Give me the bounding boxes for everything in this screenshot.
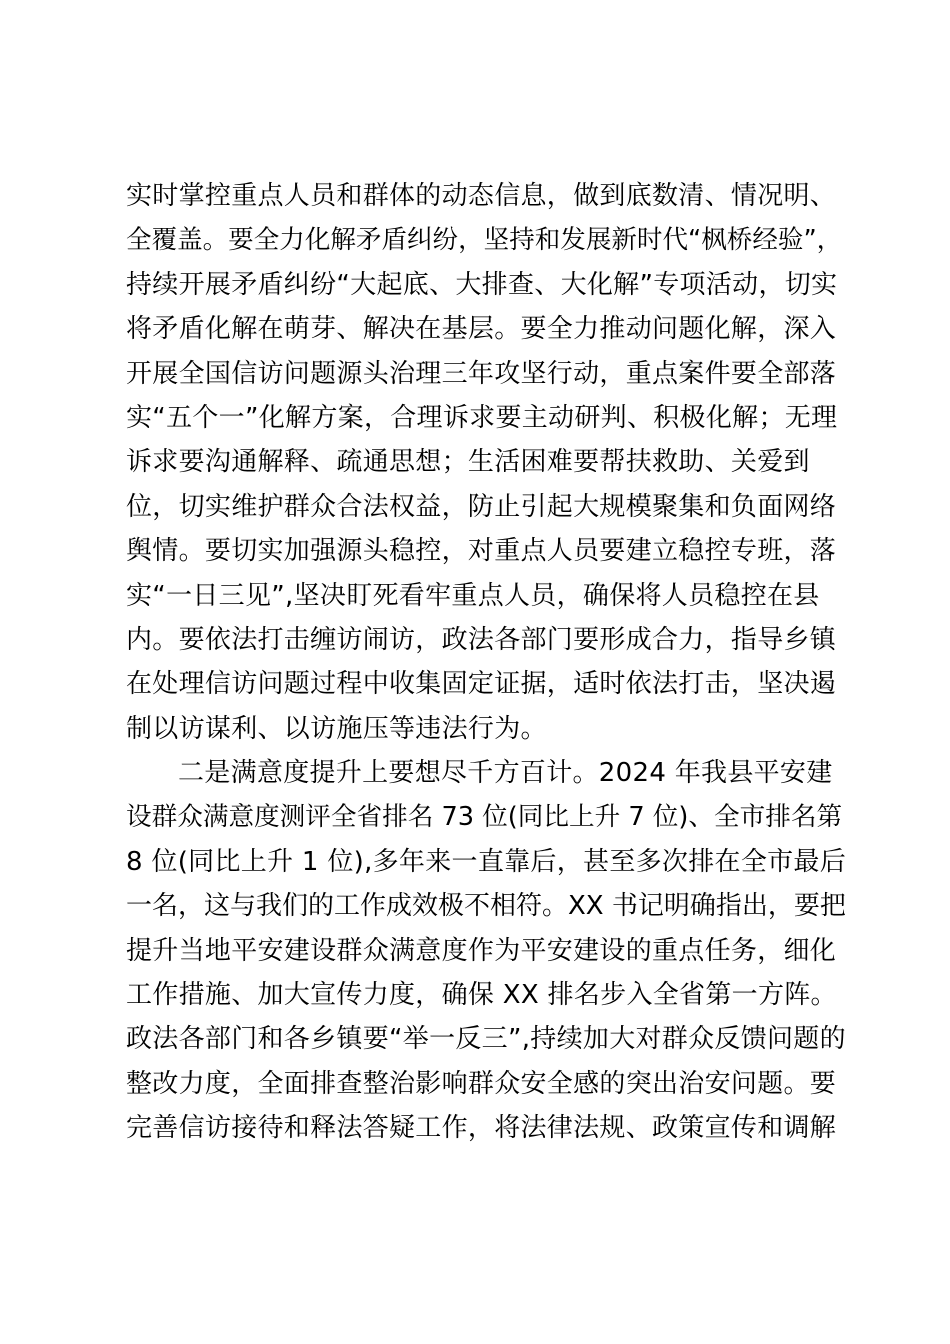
text-line: 8 位(同比上升 1 位),多年来一直靠后，甚至多次排在全市最后 — [126, 846, 847, 877]
text-line: 开展全国信访问题源头治理三年攻坚行动，重点案件要全部落 — [126, 358, 837, 389]
text-line: 内。要依法打击缠访闹访，政法各部门要形成合力，指导乡镇 — [126, 624, 837, 655]
text-line: 一名，这与我们的工作成效极不相符。XX 书记明确指出，要把 — [126, 891, 846, 922]
text-line: 在处理信访问题过程中收集固定证据，适时依法打击，坚决遏 — [126, 669, 837, 700]
text-line: 整改力度，全面排查整治影响群众安全感的突出治安问题。要 — [126, 1068, 837, 1099]
text-line: 实“五个一”化解方案，合理诉求要主动研判、积极化解；无理 — [126, 402, 838, 433]
text-line: 二是满意度提升上要想尽千方百计。2024 年我县平安建 — [178, 758, 833, 789]
text-line: 将矛盾化解在萌芽、解决在基层。要全力推动问题化解，深入 — [126, 314, 837, 345]
text-line: 制以访谋利、以访施压等违法行为。 — [126, 713, 547, 744]
paragraph-2 — [126, 751, 846, 1151]
paragraph-1 — [126, 174, 846, 751]
text-line: 工作措施、加大宣传力度，确保 XX 排名步入全省第一方阵。 — [126, 980, 837, 1011]
text-line: 全覆盖。要全力化解矛盾纠纷，坚持和发展新时代“枫桥经验”， — [126, 225, 843, 256]
text-line: 实“一日三见”,坚决盯死看牢重点人员，确保将人员稳控在县 — [126, 580, 820, 611]
text-line: 实时掌控重点人员和群体的动态信息，做到底数清、情况明、 — [126, 181, 837, 211]
text-line: 政法各部门和各乡镇要“举一反三”,持续加大对群众反馈问题的 — [126, 1024, 846, 1055]
text-line: 设群众满意度测评全省排名 73 位(同比上升 7 位)、全市排名第 — [126, 802, 843, 833]
text-line: 提升当地平安建设群众满意度作为平安建设的重点任务，细化 — [126, 935, 837, 966]
text-line: 舆情。要切实加强源头稳控，对重点人员要建立稳控专班，落 — [126, 536, 837, 567]
text-line: 持续开展矛盾纠纷“大起底、大排查、大化解”专项活动，切实 — [126, 269, 838, 300]
document-body — [126, 174, 846, 1151]
text-line: 完善信访接待和释法答疑工作，将法律法规、政策宣传和调解 — [126, 1113, 837, 1144]
text-line: 诉求要沟通解释、疏通思想；生活困难要帮扶救助、关爱到 — [126, 447, 810, 478]
text-line: 位，切实维护群众合法权益，防止引起大规模聚集和负面网络 — [126, 491, 837, 522]
